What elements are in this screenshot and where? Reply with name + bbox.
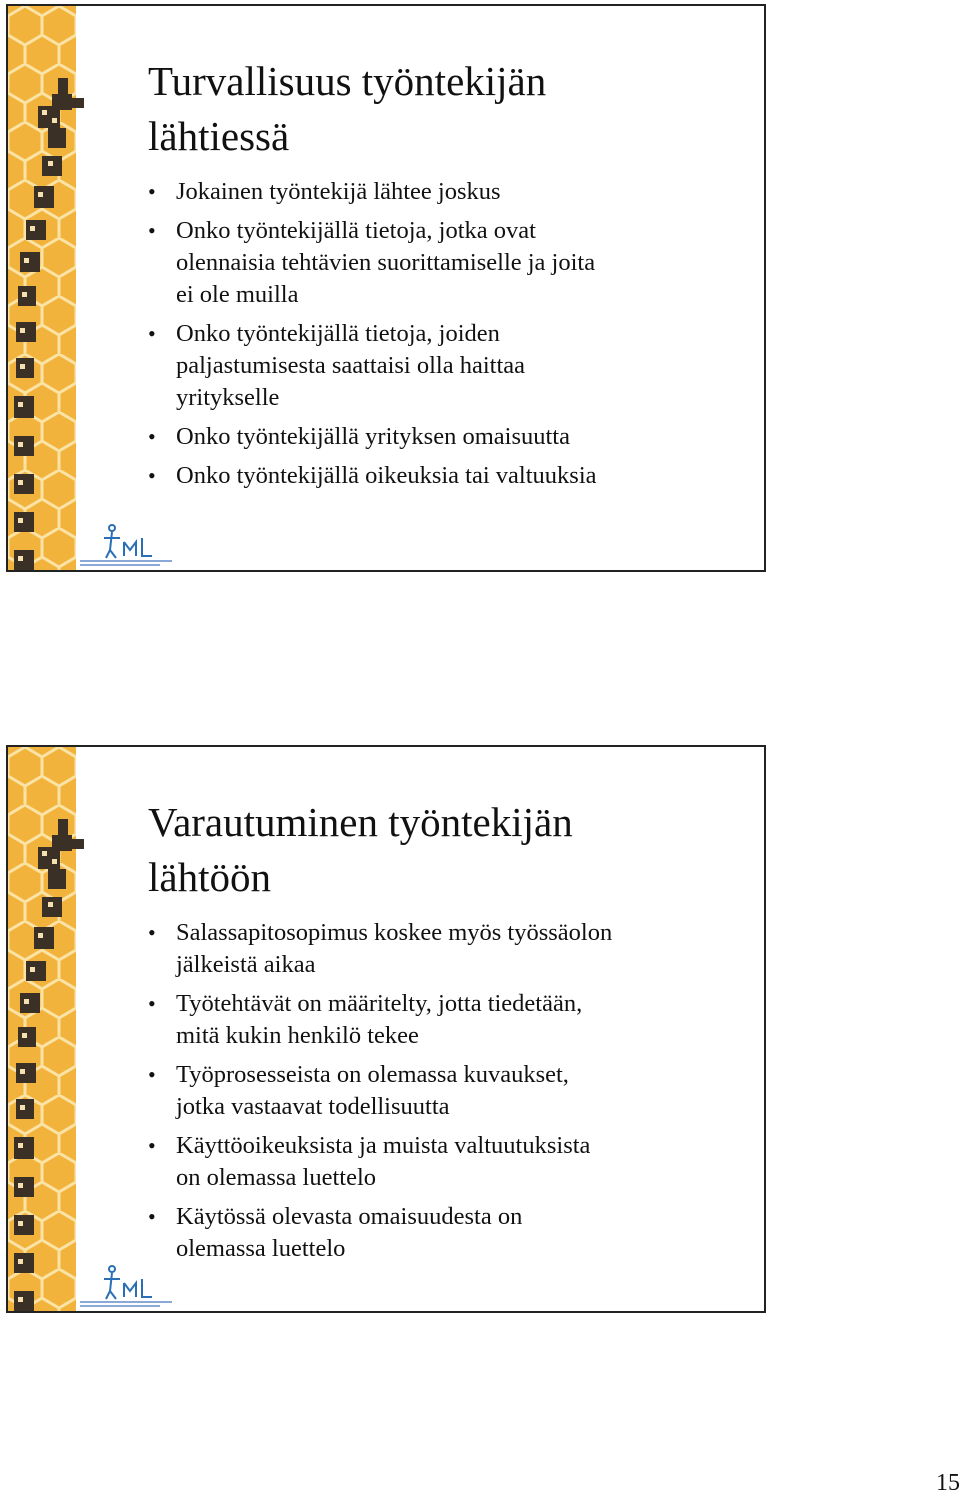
bullet-line: Käyttöoikeuksista ja muista valtuutuksista: [176, 1132, 591, 1159]
slide-title: [148, 54, 748, 164]
bullet-line: Työtehtävät on määritelty, jotta tiedetään,: [176, 990, 583, 1017]
list-item: [148, 988, 738, 1052]
list-item: [148, 215, 738, 311]
bullet-icon: •: [148, 179, 156, 204]
bullet-icon: •: [148, 218, 156, 243]
bullet-line: Onko työntekijällä tietoja, jotka ovat: [176, 217, 536, 244]
bullet-line: mitä kukin henkilö tekee: [176, 1022, 419, 1049]
bullet-line: paljastumisesta saattaisi olla haittaa: [176, 352, 526, 379]
list-item: [148, 176, 738, 208]
bullet-line: Työprosesseista on olemassa kuvaukset,: [176, 1061, 569, 1088]
bullet-icon: •: [148, 920, 156, 945]
bullet-line: Onko työntekijällä oikeuksia tai valtuuksia: [176, 462, 597, 489]
bullet-line: Onko työntekijällä tietoja, joiden: [176, 320, 500, 347]
bullet-icon: •: [148, 424, 156, 449]
bullet-line: ei ole muilla: [176, 281, 299, 308]
bullet-line: on olemassa luettelo: [176, 1164, 377, 1191]
bullet-icon: •: [148, 321, 156, 346]
title-line: Varautuminen työntekijän: [148, 799, 573, 845]
bullet-line: Jokainen työntekijä lähtee joskus: [176, 178, 501, 205]
bullet-line: yritykselle: [176, 384, 280, 411]
bullet-list: [148, 917, 738, 1272]
bullet-icon: •: [148, 991, 156, 1016]
title-line: lähtiessä: [148, 113, 290, 159]
bullet-line: olemassa luettelo: [176, 1235, 346, 1262]
bullet-icon: •: [148, 1062, 156, 1087]
list-item: [148, 460, 738, 492]
list-item: [148, 318, 738, 414]
giraffe-icon: [8, 747, 98, 1313]
bullet-icon: •: [148, 1204, 156, 1229]
bullet-line: jotka vastaavat todellisuutta: [176, 1093, 450, 1120]
list-item: [148, 1201, 738, 1265]
bullet-line: Käytössä olevasta omaisuudesta on: [176, 1203, 523, 1230]
list-item: [148, 1059, 738, 1123]
slide-1: [6, 4, 766, 572]
title-line: Turvallisuus työntekijän: [148, 58, 547, 104]
list-item: [148, 917, 738, 981]
bullet-line: Onko työntekijällä yrityksen omaisuutta: [176, 423, 570, 450]
bullet-line: jälkeistä aikaa: [176, 951, 316, 978]
bullet-icon: •: [148, 463, 156, 488]
bullet-line: olennaisia tehtävien suorittamiselle ja joita: [176, 249, 596, 276]
tml-logo-icon: [80, 522, 190, 568]
slide-title: [148, 795, 748, 905]
list-item: [148, 421, 738, 453]
bullet-line: Salassapitosopimus koskee myös työssäolon: [176, 919, 613, 946]
slide-2: [6, 745, 766, 1313]
list-item: [148, 1130, 738, 1194]
page-number: 15: [936, 1470, 960, 1496]
bullet-icon: •: [148, 1133, 156, 1158]
title-line: lähtöön: [148, 854, 271, 900]
giraffe-icon: [8, 6, 98, 572]
bullet-list: [148, 176, 738, 499]
